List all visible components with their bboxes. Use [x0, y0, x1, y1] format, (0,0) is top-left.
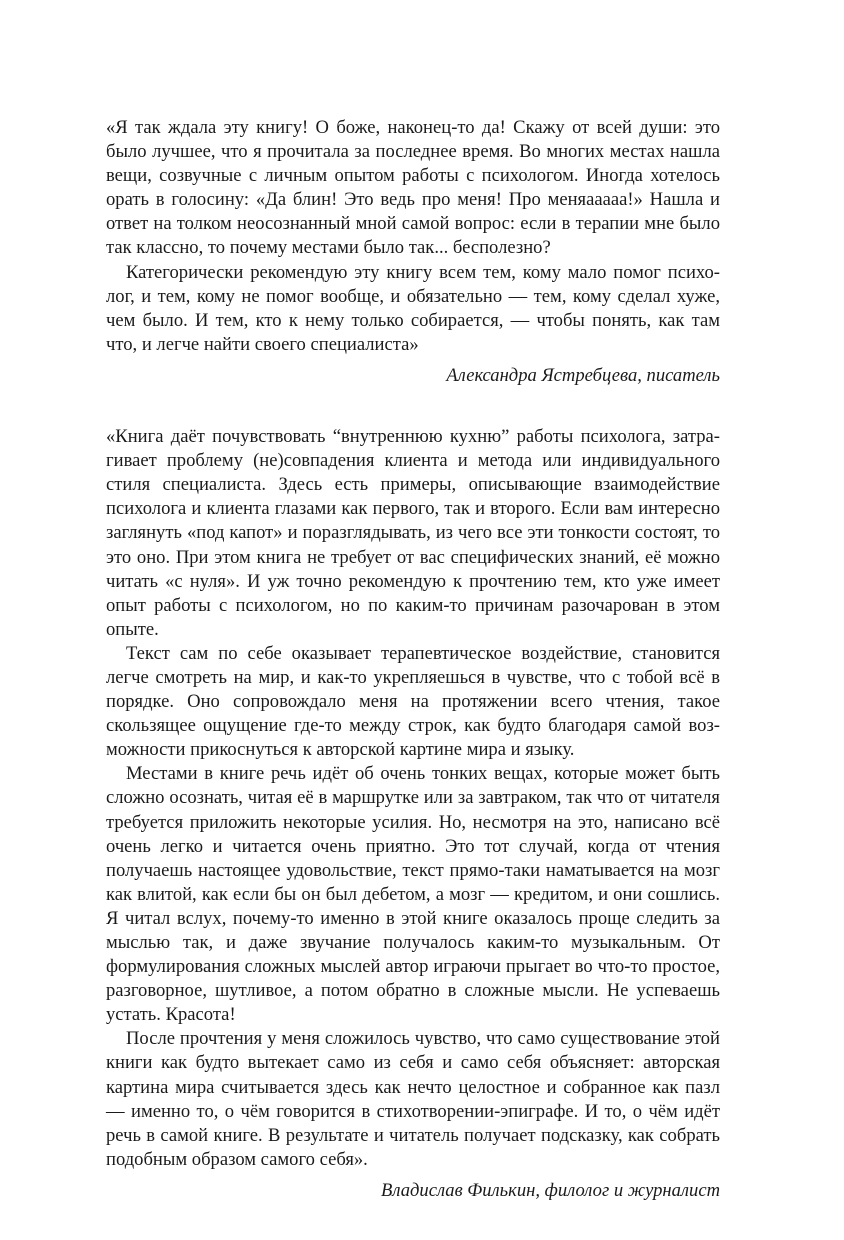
- review-author: Александра Ястребцева, писатель: [446, 364, 720, 386]
- review-paragraph: «Книга даёт почувствовать “внутреннюю кухню” работы психолога, затрагивает проблему (не)совпадения клиента и метода или индивидуального стиля специалиста. Здесь есть примеры, описывающие взаимодействие психолога и клиента глазами как первого, так и второго. Если вам интересно заглянуть «под капот» и поразглядывать, из чего все эти тонкости состоят, то это оно. При этом книга не требует от вас специфических знаний, её можно читать «с нуля». И уж точно рекомендую к прочтению тем, кто уже имеет опыт работы с психологом, но по каким-то причинам разочарован в этом опыте.: [106, 426, 720, 640]
- review-author: Владислав Филькин, филолог и журналист: [381, 1179, 720, 1201]
- review-1: [106, 116, 720, 388]
- review-paragraph: После прочтения у меня сложилось чувство, что само существование этой книги как будто вытекает само из себя и само себя объясняет: авторская картина мира считывается здесь как нечто целостное и собранное как пазл — именно то, о чём говорится в стихотворении-эпиграфе. И то, о чём идёт речь в самой книге. В результате и читатель получает подсказку, как собрать подобным образом самого себя».: [106, 1028, 720, 1170]
- review-paragraph: Категорически рекомендую эту книгу всем тем, кому мало помог психолог, и тем, кому не помог вообще, и обязательно — тем, кому сделал хуже, чем было. И тем, кто к нему только собирается, — чтобы понять, как там что, и легче найти своего специалиста»: [106, 261, 720, 355]
- review-2: [106, 425, 720, 1203]
- book-page: [106, 116, 720, 1203]
- review-paragraph: Местами в книге речь идёт об очень тонких вещах, которые может быть сложно осознать, читая её в маршрутке или за завтраком, так что от читателя требуется приложить некоторые усилия. Но, несмотря на это, написано всё очень легко и читается очень приятно. Это тот случай, когда от чтения получаешь настоящее удовольствие, текст прямо-таки наматывается на мозг как влитой, как если бы он был дебетом, а мозг — кредитом, и они сошлись. Я читал вслух, почему-то именно в этой книге оказалось проще следить за мыслью так, и даже звучание получалось каким-то музыкальным. От формулирования сложных мыслей автор играючи прыгает во что-то простое, разговорное, шутливое, а потом обратно в сложные мысли. Не успеваешь устать. Красота!: [106, 763, 720, 1026]
- review-paragraph: Текст сам по себе оказывает терапевтическое воздействие, становится легче смотреть на мир, и как-то укрепляешься в чувстве, что с тобой всё в порядке. Оно сопровождало меня на протяжении всего чтения, такое скользящее ощущение где-то между строк, как будто благодаря самой возможности прикоснуться к авторской картине мира и языку.: [106, 642, 720, 761]
- review-paragraph: «Я так ждала эту книгу! О боже, наконец-то да! Скажу от всей души: это было лучшее, что я прочитала за последнее время. Во многих местах нашла вещи, созвучные с личным опытом работы с психологом. Иногда хотелось орать в голосину: «Да блин! Это ведь про меня! Про меняааааа!» Нашла и ответ на толком неосознанный мной самой вопрос: если в терапии мне было так классно, то почему местами было так... бесполезно?: [106, 117, 720, 259]
